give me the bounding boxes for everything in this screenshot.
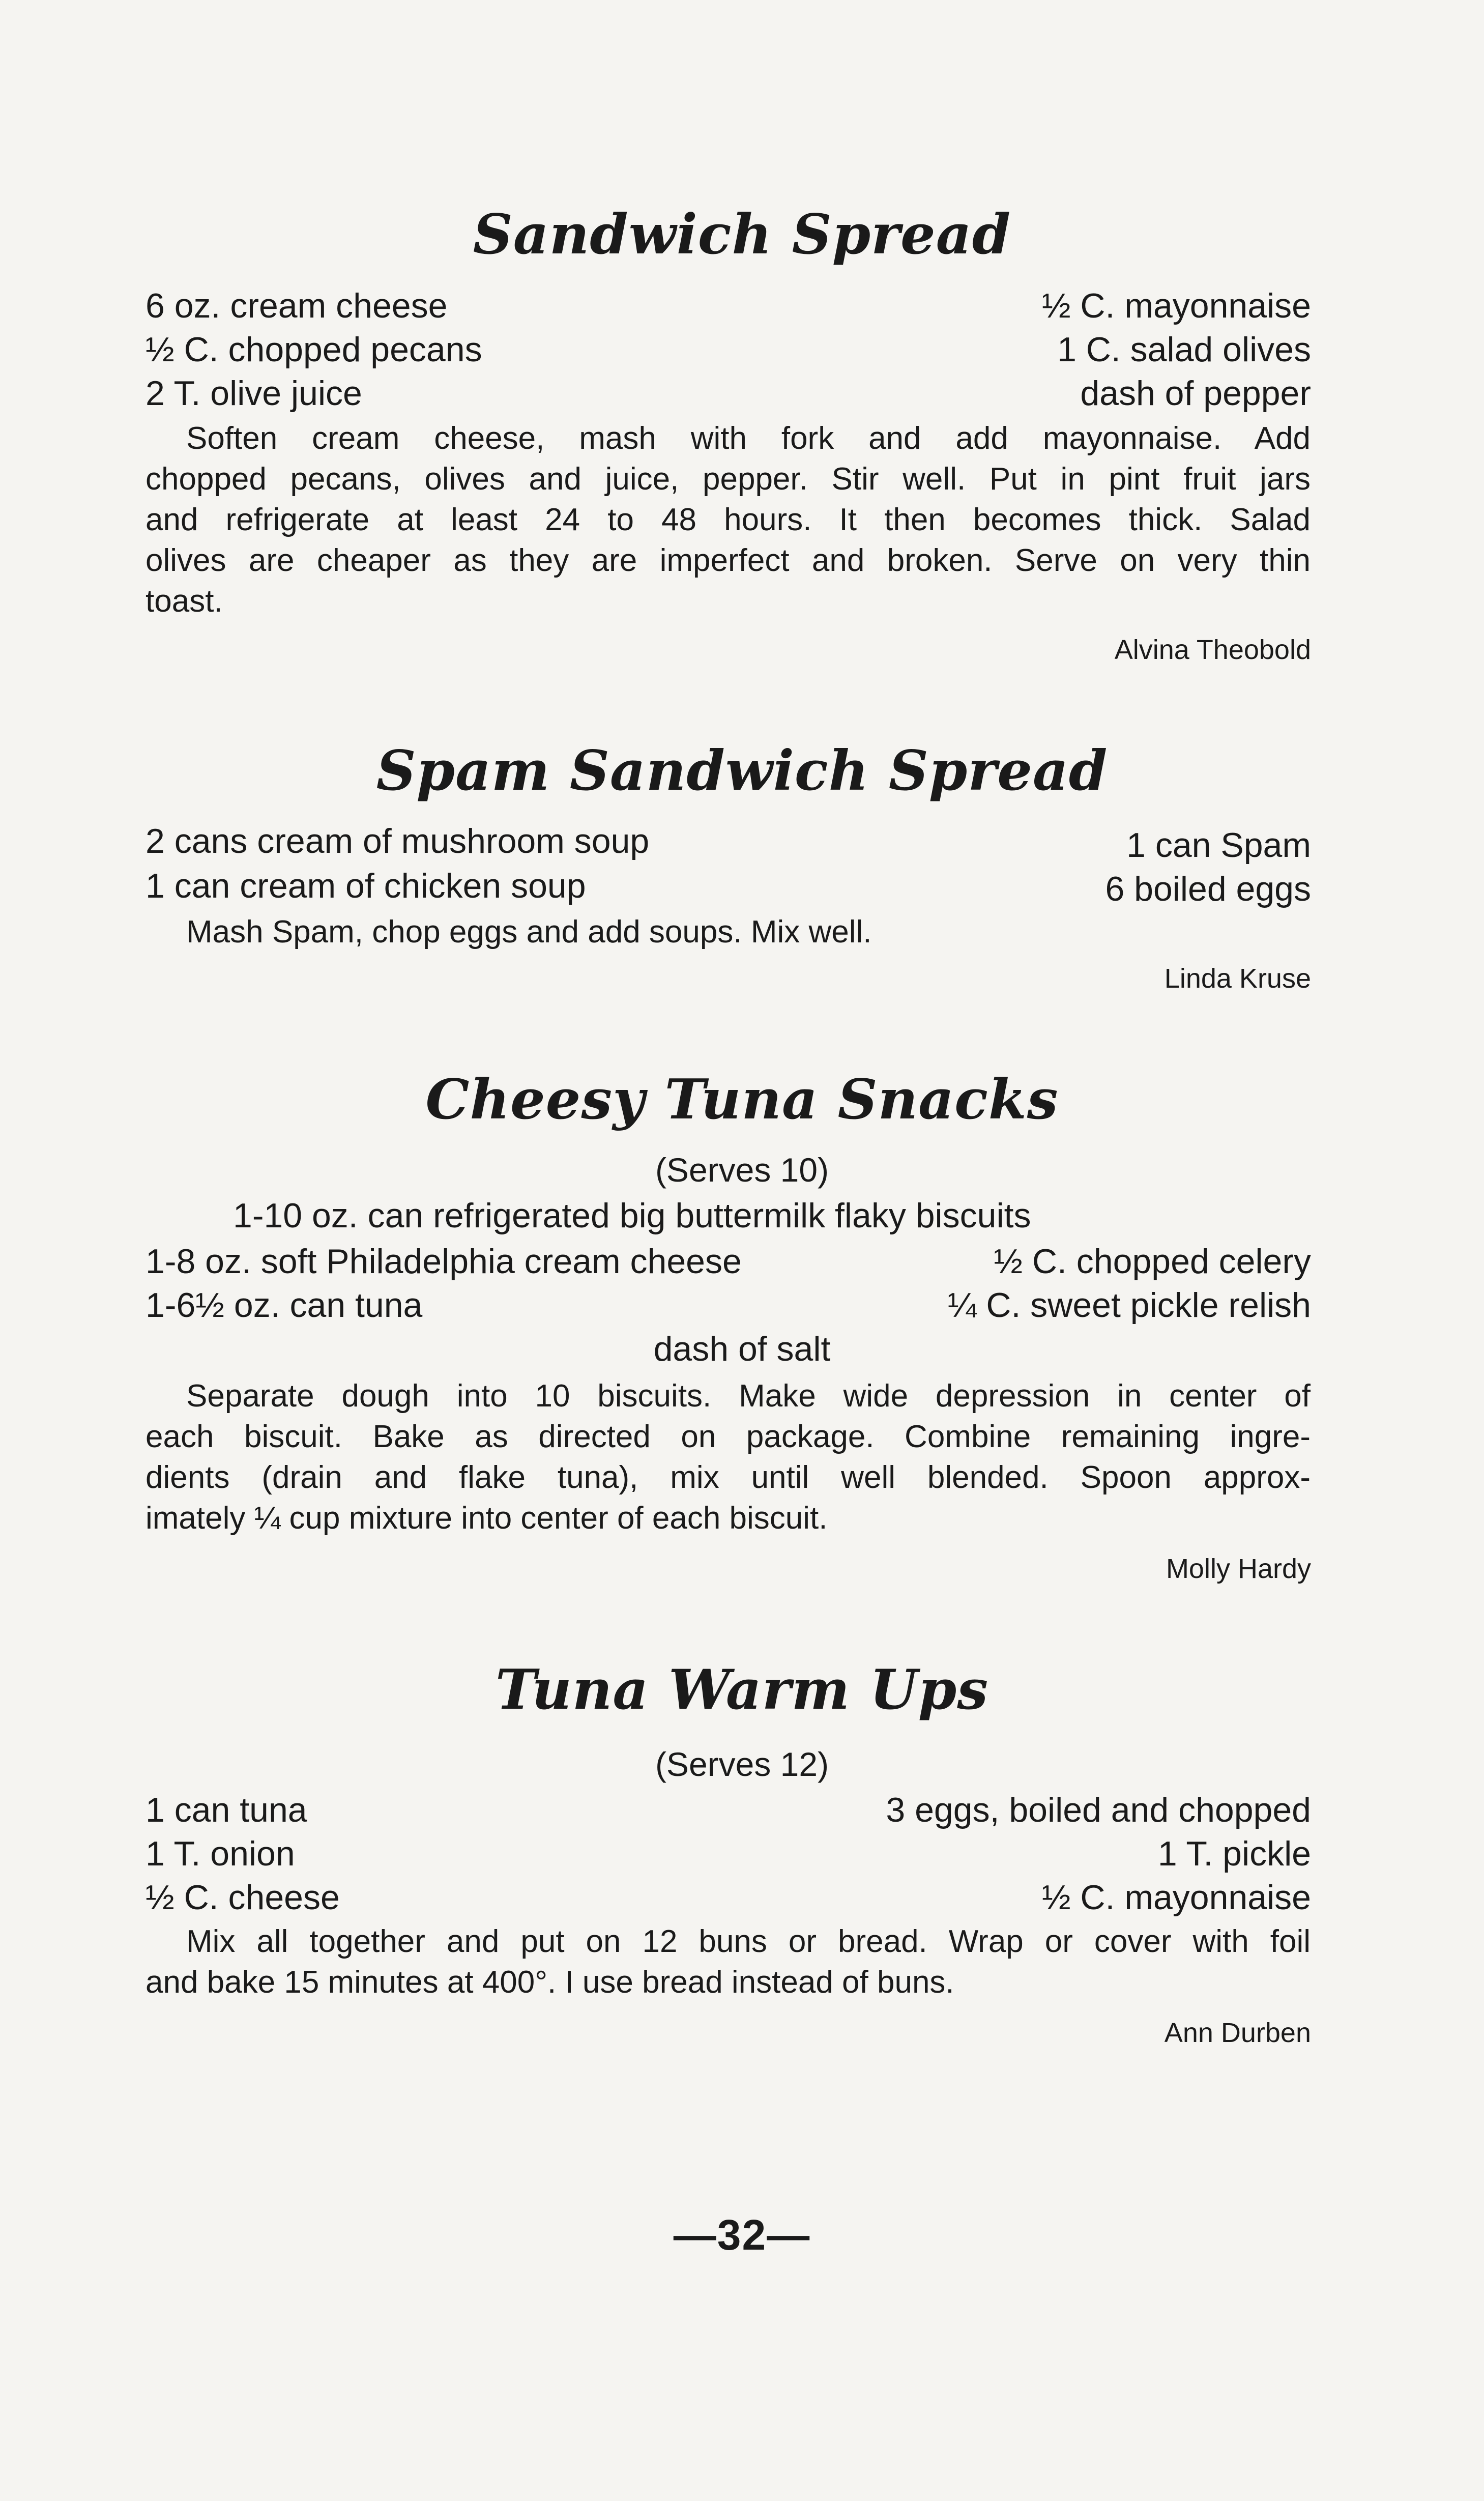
ingredient-right: 3 eggs, boiled and chopped <box>886 1791 1311 1829</box>
recipe-serves: (Serves 10) <box>655 1151 829 1189</box>
page-number: —32— <box>673 2211 811 2259</box>
recipe-title-cheesy-tuna-snacks: Cheesy Tuna Snacks <box>425 1068 1059 1132</box>
recipe-title-tuna-warm-ups: Tuna Warm Ups <box>495 1658 989 1722</box>
instruction-line: Mash Spam, chop eggs and add soups. Mix well. <box>186 914 872 950</box>
ingredient-left: 1 can tuna <box>146 1791 307 1829</box>
ingredient-left: ½ C. cheese <box>146 1878 340 1917</box>
ingredient-right: 1 T. pickle <box>1157 1834 1311 1873</box>
recipe-author: Alvina Theobold <box>1114 635 1311 665</box>
recipe-serves: (Serves 12) <box>655 1745 829 1783</box>
ingredient-center-line: dash of salt <box>653 1330 831 1368</box>
ingredient-left: 1-8 oz. soft Philadelphia cream cheese <box>146 1242 742 1281</box>
ingredient-left: 2 cans cream of mushroom soup <box>146 822 650 860</box>
ingredient-right: ½ C. chopped celery <box>994 1242 1311 1281</box>
ingredient-right: ½ C. mayonnaise <box>1041 1878 1311 1917</box>
recipe-author: Ann Durben <box>1164 2018 1311 2048</box>
ingredient-left: 1 T. onion <box>146 1834 295 1873</box>
recipe-author: Molly Hardy <box>1166 1554 1311 1584</box>
instruction-line: Mix all together and put on 12 buns or bread. Wrap or cover with foil <box>186 1924 1311 1959</box>
instruction-line: and bake 15 minutes at 400°. I use bread instead of buns. <box>146 1965 954 2000</box>
recipe-author: Linda Kruse <box>1164 963 1311 994</box>
ingredient-left: 1-6½ oz. can tuna <box>146 1286 423 1325</box>
ingredient-right: dash of pepper <box>1080 374 1311 413</box>
recipe-title-sandwich-spread: Sandwich Spread <box>473 203 1011 267</box>
ingredient-left: 2 T. olive juice <box>146 374 362 413</box>
instruction-line: dients (drain and flake tuna), mix until well blended. Spoon approx- <box>146 1460 1311 1495</box>
instruction-line: chopped pecans, olives and juice, pepper. Stir well. Put in pint fruit jars <box>146 462 1311 497</box>
ingredient-left: 6 oz. cream cheese <box>146 286 448 325</box>
instruction-line: and refrigerate at least 24 to 48 hours. It then becomes thick. Salad <box>146 502 1311 537</box>
ingredient-left: 1 can cream of chicken soup <box>146 867 586 905</box>
instruction-line: olives are cheaper as they are imperfect and broken. Serve on very thin <box>146 543 1311 578</box>
ingredient-right: 1 can Spam <box>1126 826 1311 865</box>
ingredient-right: 6 boiled eggs <box>1105 870 1311 908</box>
instruction-line: Separate dough into 10 biscuits. Make wide depression in center of <box>186 1378 1311 1414</box>
ingredient-left: ½ C. chopped pecans <box>146 330 482 369</box>
ingredient-full-line: 1-10 oz. can refrigerated big buttermilk flaky biscuits <box>233 1196 1031 1235</box>
instruction-line: imately ¼ cup mixture into center of each biscuit. <box>146 1501 828 1536</box>
ingredient-right: 1 C. salad olives <box>1057 330 1311 369</box>
ingredient-right: ½ C. mayonnaise <box>1041 286 1311 325</box>
instruction-line: Soften cream cheese, mash with fork and add mayonnaise. Add <box>186 421 1311 456</box>
recipe-title-spam-sandwich-spread: Spam Sandwich Spread <box>376 739 1108 803</box>
instruction-line: toast. <box>146 584 223 619</box>
ingredient-right: ¼ C. sweet pickle relish <box>947 1286 1311 1325</box>
instruction-line: each biscuit. Bake as directed on package. Combine remaining ingre- <box>146 1419 1311 1454</box>
